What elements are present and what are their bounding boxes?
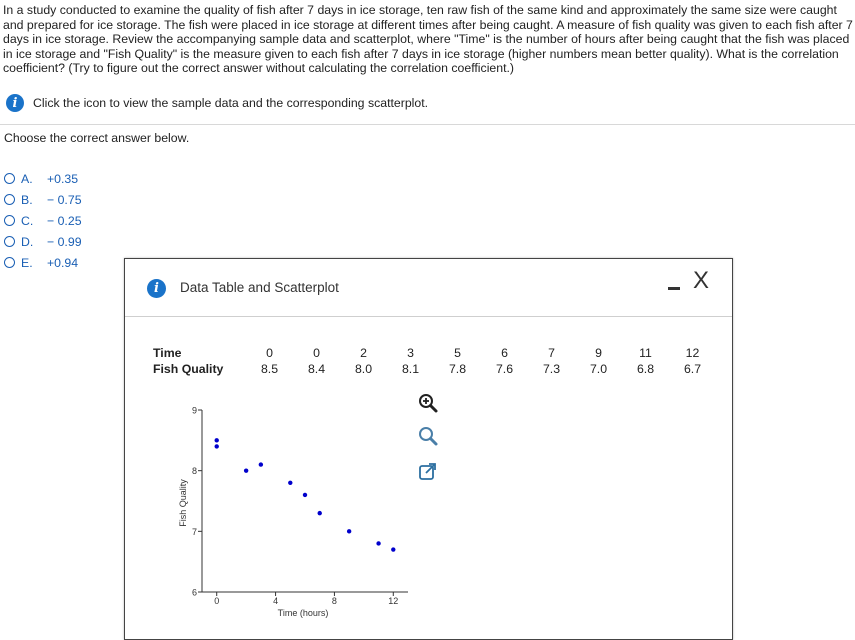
quality-cell: 8.0 [354, 362, 373, 376]
choice-b[interactable] [4, 189, 82, 210]
radio-d[interactable] [4, 236, 15, 247]
data-dialog [124, 258, 733, 640]
answer-prompt: Choose the correct answer below. [4, 131, 190, 145]
choice-d-value: − 0.99 [47, 234, 82, 249]
popout-icon[interactable] [417, 461, 439, 483]
dialog-info-icon: i [147, 279, 166, 298]
zoom-in-icon[interactable] [417, 392, 439, 414]
time-label: Time [153, 346, 182, 360]
time-cell: 2 [360, 346, 367, 360]
data-point [215, 444, 219, 448]
quality-cell: 6.8 [636, 362, 655, 376]
time-cell: 11 [639, 346, 652, 360]
quality-cell: 8.4 [307, 362, 326, 376]
info-text: Click the icon to view the sample data and the corresponding scatterplot. [33, 96, 429, 110]
choice-e-letter: E. [21, 255, 33, 270]
y-tick-label: 7 [191, 526, 197, 537]
data-point [215, 438, 219, 442]
choice-a-letter: A. [21, 171, 33, 186]
quality-cell: 7.0 [589, 362, 608, 376]
quality-cell: 8.1 [401, 362, 420, 376]
time-cell: 9 [595, 346, 602, 360]
choice-b-letter: B. [21, 192, 33, 207]
info-icon[interactable]: i [6, 94, 24, 112]
choice-c-value: − 0.25 [47, 213, 82, 228]
data-point [303, 493, 307, 497]
time-cell: 5 [454, 346, 461, 360]
radio-e[interactable] [4, 257, 15, 268]
data-point [318, 511, 322, 515]
data-point [391, 547, 395, 551]
choice-a-value: +0.35 [47, 171, 79, 186]
radio-c[interactable] [4, 215, 15, 226]
x-tick-label: 12 [388, 596, 399, 606]
y-tick-label: 9 [191, 405, 197, 416]
zoom-out-icon[interactable] [417, 425, 439, 447]
x-tick-label: 8 [331, 596, 337, 606]
choice-d[interactable] [4, 231, 82, 252]
quality-cell: 7.6 [495, 362, 514, 376]
time-cell: 3 [407, 346, 414, 360]
x-axis-label: Time (hours) [277, 608, 329, 618]
choice-c[interactable] [4, 210, 82, 231]
question-text: In a study conducted to examine the quality of fish after 7 days in ice storage, ten raw fish of the same kind and approximately the same size were caught and prepared for ice storage. The fish were placed in ice storage at different times after being caught. A measure of fish quality was given to each fish after 7 days in ice storage. Review the accompanying sample data and scatterplot, where "Time" is the number of hours after being caught that the fish was placed in ice storage and "Fish Quality" is the measure given to each fish after 7 days in ice storage (higher numbers mean better quality). What is the correlation coefficient? (Try to figure out the correct answer without calculating the correlation coefficient.) [3, 3, 853, 76]
radio-a[interactable] [4, 173, 15, 184]
close-button[interactable]: X [693, 267, 710, 294]
y-tick-label: 6 [191, 587, 197, 598]
info-line [6, 94, 428, 112]
data-point [259, 462, 263, 466]
time-cell: 7 [548, 346, 555, 360]
dialog-title: Data Table and Scatterplot [180, 280, 339, 295]
data-point [288, 481, 292, 485]
quality-cell: 8.5 [260, 362, 279, 376]
quality-cell: 6.7 [683, 362, 702, 376]
quality-label: Fish Quality [153, 362, 224, 376]
time-cell: 0 [266, 346, 273, 360]
quality-cell: 7.3 [542, 362, 561, 376]
x-tick-label: 4 [273, 596, 279, 606]
time-cell: 0 [313, 346, 320, 360]
data-point [376, 541, 380, 545]
time-cell: 6 [501, 346, 508, 360]
choice-e-value: +0.94 [47, 255, 79, 270]
quality-cell: 7.8 [448, 362, 467, 376]
data-point [347, 529, 351, 533]
y-tick-label: 8 [191, 466, 197, 477]
data-point [244, 468, 248, 472]
answer-choices [4, 168, 82, 273]
radio-b[interactable] [4, 194, 15, 205]
x-tick-label: 0 [214, 596, 220, 606]
divider [0, 124, 855, 125]
choice-c-letter: C. [21, 213, 34, 228]
choice-e[interactable] [4, 252, 82, 273]
choice-d-letter: D. [21, 234, 34, 249]
choice-a[interactable] [4, 168, 82, 189]
time-cell: 12 [685, 346, 700, 360]
y-axis-label: Fish Quality [178, 479, 188, 527]
choice-b-value: − 0.75 [47, 192, 82, 207]
